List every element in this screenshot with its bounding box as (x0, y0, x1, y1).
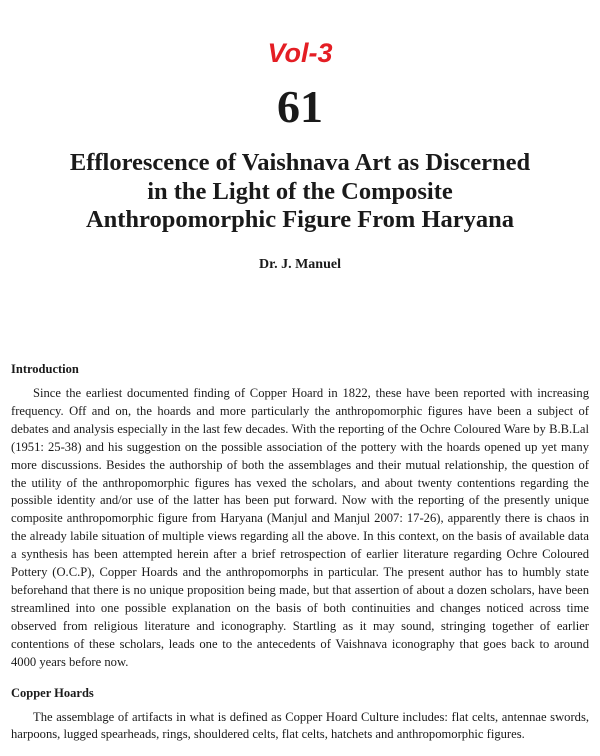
article-body (11, 360, 589, 756)
chapter-number: 61 (277, 81, 323, 132)
title-line: in the Light of the Composite (147, 177, 453, 205)
title-line: Efflorescence of Vaishnava Art as Discerned (69, 149, 531, 176)
section-heading-copper-hoards: Copper Hoards (11, 685, 94, 700)
introduction-paragraph: Since the earliest documented finding of Copper Hoard in 1822, these have been reported with increasing frequency. Off and on, the hoards and more particularly the anthropomorphic figures have been a subject of debates and analysis especially in the last few decades. With the reporting of the Ochre Coloured Ware by B.B.Lal (1951: 25-38) and his suggestion on the possible association of the pottery with the hoards opened up yet many more discussions. Besides the authorship of both the assemblages and their mutual relationship, the question of the utility of the anthropomorphic figures has vexed the scholars, and about twenty contentions regarding the possible identity and/or use of the latter has been put forward. Now with the reporting of the presently unique composite anthropomorphic figure from Haryana (Manjul and Manjul 2007: 17-26), apparently there is chaos in the already labile situation of multiple views regarding all the above. In this context, on the basis of available data a synthesis has been attempted herein after a brief retrospection of earlier literature regarding Ochre Coloured Pottery (O.C.P), Copper Hoards and the anthropomorphs in particular. The present author has to humbly state beforehand that there is no unique proposition being made, but that assertion of about a dozen scholars, have been streamlined into one possible explanation on the basis of both continuities and changes noticed across time observed from religious literature and iconography. Startling as it may sound, stringing together of earlier contentions of these scholars, leads one to the antecedents of Vaishnava iconography that goes back to around 4000 years before now. (11, 386, 589, 669)
chapter-title (0, 149, 600, 235)
copper-hoards-paragraph: The assemblage of artifacts in what is defined as Copper Hoard Culture includes: flat celts, antennae swords, harpoons, lugged spearheads, rings, shouldered celts, flat celts, hatchets and anthropomorphic figures. (11, 709, 589, 742)
author-name: Dr. J. Manuel (259, 257, 341, 272)
section-heading-introduction: Introduction (11, 362, 79, 376)
title-line: Anthropomorphic Figure From Haryana (85, 206, 515, 233)
volume-label: Vol-3 (267, 38, 333, 68)
